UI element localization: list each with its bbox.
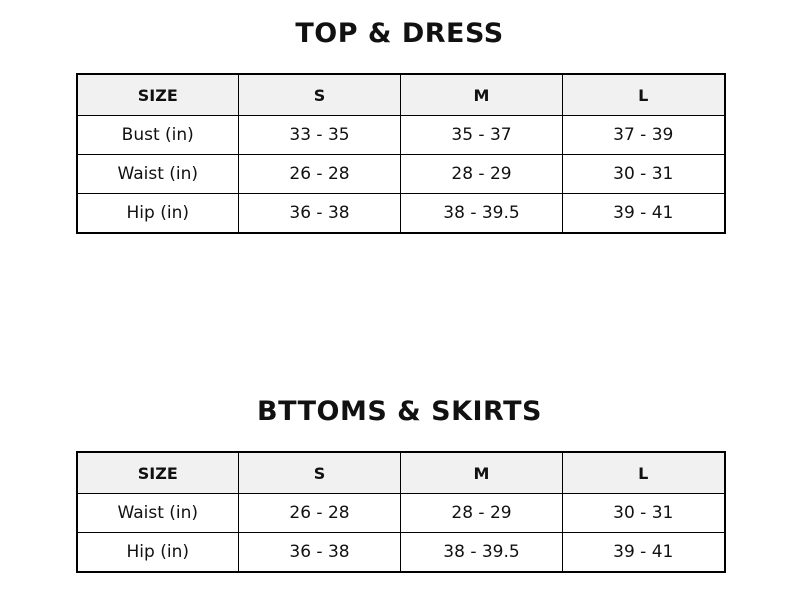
cell-hip-m: 38 - 39.5 [401,194,563,234]
cell-hip-m: 38 - 39.5 [401,533,563,573]
section-title-bottoms-skirts: BTTOMS & SKIRTS [256,396,542,427]
cell-waist-m: 28 - 29 [401,494,563,533]
table-header-row [77,452,725,494]
row-label-waist: Waist (in) [77,155,239,194]
table-wrapper-top-dress [76,73,724,234]
column-header-s: S [239,452,401,494]
cell-hip-l: 39 - 41 [563,533,725,573]
cell-waist-s: 26 - 28 [239,494,401,533]
table-row [77,533,725,573]
table-row [77,494,725,533]
cell-hip-l: 39 - 41 [563,194,725,234]
row-label-bust: Bust (in) [77,116,239,155]
size-table-bottoms-skirts [76,451,726,573]
table-body [77,116,725,234]
column-header-m: M [401,74,563,116]
column-header-m: M [401,452,563,494]
cell-waist-s: 26 - 28 [239,155,401,194]
table-head [77,74,725,116]
column-header-s: S [239,74,401,116]
row-label-hip: Hip (in) [77,533,239,573]
row-label-waist: Waist (in) [77,494,239,533]
column-header-size: SIZE [77,74,239,116]
table-head [77,452,725,494]
section-title-top-dress: TOP & DRESS [295,18,504,49]
table-body [77,494,725,573]
cell-bust-s: 33 - 35 [239,116,401,155]
section-top-dress [0,18,799,234]
size-table-top-dress [76,73,726,234]
column-header-l: L [563,74,725,116]
cell-hip-s: 36 - 38 [239,533,401,573]
section-bottoms-skirts [0,396,799,573]
table-header-row [77,74,725,116]
column-header-l: L [563,452,725,494]
column-header-size: SIZE [77,452,239,494]
cell-waist-l: 30 - 31 [563,494,725,533]
table-wrapper-bottoms-skirts [76,451,724,573]
table-row [77,155,725,194]
cell-waist-l: 30 - 31 [563,155,725,194]
row-label-hip: Hip (in) [77,194,239,234]
table-row [77,116,725,155]
cell-bust-l: 37 - 39 [563,116,725,155]
cell-bust-m: 35 - 37 [401,116,563,155]
table-row [77,194,725,234]
cell-waist-m: 28 - 29 [401,155,563,194]
cell-hip-s: 36 - 38 [239,194,401,234]
